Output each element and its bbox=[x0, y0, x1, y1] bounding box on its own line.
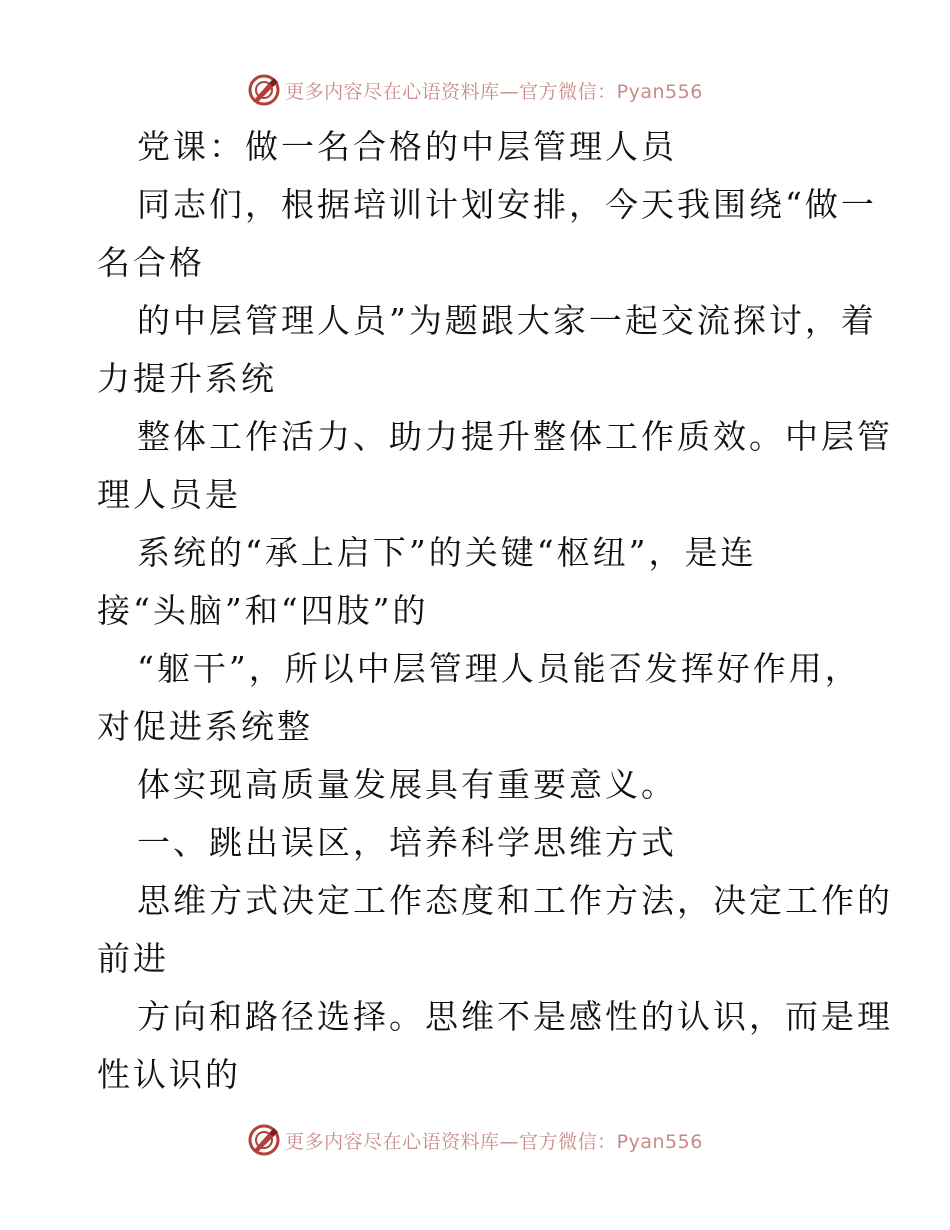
logo-pen-icon bbox=[247, 1123, 281, 1157]
text-line: 体实现高质量发展具有重要意义。 bbox=[137, 765, 677, 804]
text-line: 思维方式决定工作态度和工作方法，决定工作的 bbox=[137, 881, 893, 920]
header-watermark bbox=[0, 70, 950, 110]
document-body bbox=[97, 118, 893, 1104]
text-line: 性认识的 bbox=[97, 1055, 241, 1094]
text-line: 同志们，根据培训计划安排，今天我围绕“做一 bbox=[137, 185, 877, 224]
text-line: 方向和路径选择。思维不是感性的认识，而是理 bbox=[137, 997, 893, 1036]
watermark-text: 更多内容尽在心语资料库—官方微信：Pyan556 bbox=[285, 1130, 703, 1153]
text-line: 接“头脑”和“四肢”的 bbox=[97, 591, 429, 630]
text-line: 党课：做一名合格的中层管理人员 bbox=[137, 127, 677, 166]
text-line: 系统的“承上启下”的关键“枢纽”，是连 bbox=[137, 533, 757, 572]
text-line: 的中层管理人员”为题跟大家一起交流探讨，着 bbox=[137, 301, 877, 340]
text-line: 对促进系统整 bbox=[97, 707, 313, 746]
footer-watermark bbox=[0, 1120, 950, 1160]
text-line: “躯干”，所以中层管理人员能否发挥好作用， bbox=[137, 649, 861, 688]
text-line: 理人员是 bbox=[97, 475, 241, 514]
text-line: 名合格 bbox=[97, 243, 205, 282]
logo-pen-icon bbox=[247, 73, 281, 107]
text-line: 前进 bbox=[97, 939, 169, 978]
watermark-text: 更多内容尽在心语资料库—官方微信：Pyan556 bbox=[285, 80, 703, 103]
text-line: 整体工作活力、助力提升整体工作质效。中层管 bbox=[137, 417, 893, 456]
text-line: 一、跳出误区，培养科学思维方式 bbox=[137, 823, 677, 862]
text-line: 力提升系统 bbox=[97, 359, 277, 398]
